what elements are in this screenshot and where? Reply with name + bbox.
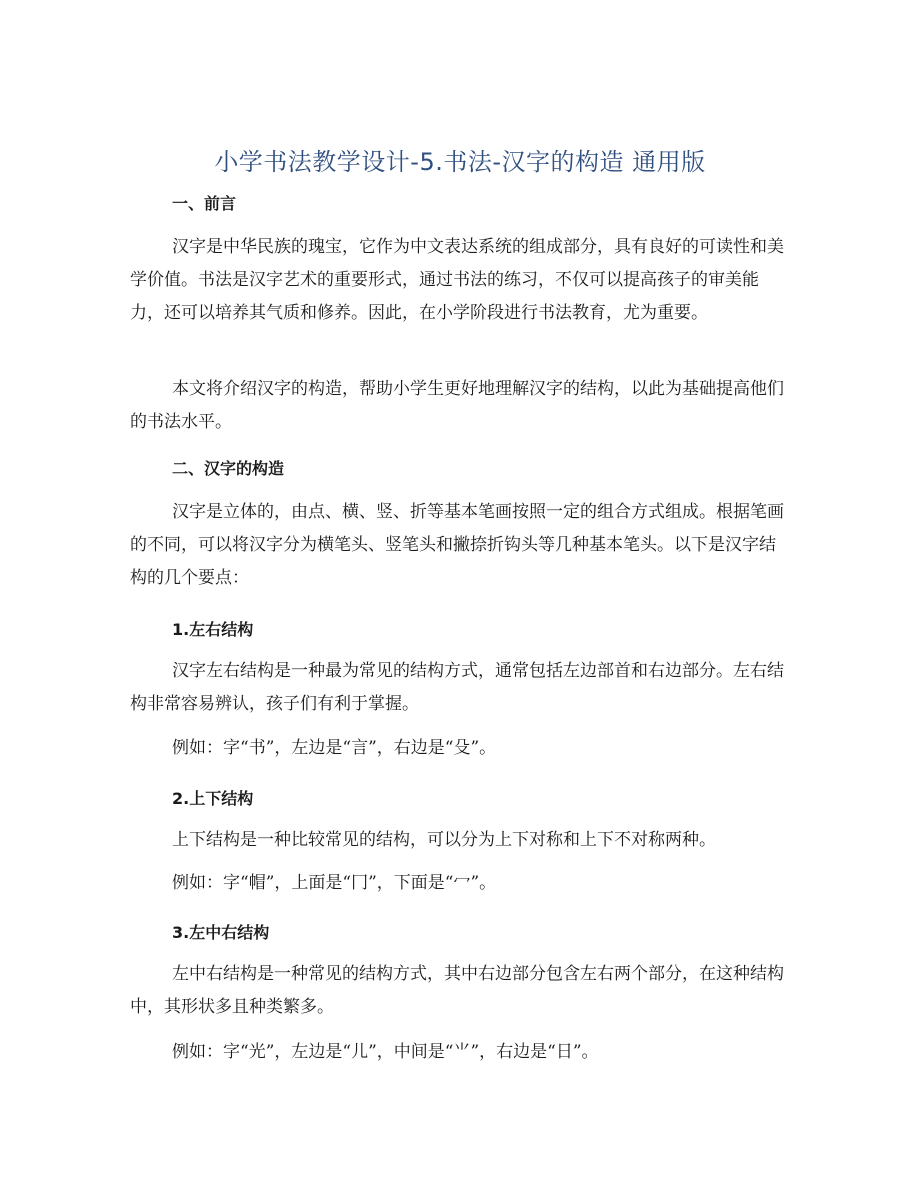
section-heading-structure: 二、汉字的构造 (172, 459, 285, 478)
document-title: 小学书法教学设计-5.书法-汉字的构造 通用版 (214, 148, 706, 176)
section-heading-preface: 一、前言 (172, 194, 237, 213)
paragraph-left-right-example: 例如：字“书”，左边是“言”，右边是“殳”。 (172, 738, 497, 758)
paragraph-left-middle-right-example: 例如：字“光”，左边是“儿”，中间是“⺌”，右边是“日”。 (172, 1042, 599, 1062)
paragraph-top-bottom-desc: 上下结构是一种比较常见的结构，可以分为上下对称和上下不对称两种。 (172, 830, 716, 850)
subsection-heading-left-middle-right: 3.左中右结构 (172, 923, 270, 942)
paragraph-preface-2: 本文将介绍汉字的构造，帮助小学生更好地理解汉字的结构，以此为基础提高他们的书法水平。 (130, 379, 784, 432)
paragraph-preface-1: 汉字是中华民族的瑰宝，它作为中文表达系统的组成部分，具有良好的可读性和美学价值。书法是汉字艺术的重要形式，通过书法的练习，不仅可以提高孩子的审美能力，还可以培养其气质和修养。因此，在小学阶段进行书法教育，尤为重要。 (130, 237, 784, 323)
paragraph-structure-intro: 汉字是立体的，由点、横、竖、折等基本笔画按照一定的组合方式组成。根据笔画的不同，可以将汉字分为横笔头、竖笔头和撇捺折钩头等几种基本笔头。以下是汉字结构的几个要点： (130, 502, 784, 588)
paragraph-left-middle-right-desc: 左中右结构是一种常见的结构方式，其中右边部分包含左右两个部分，在这种结构中，其形状多且种类繁多。 (130, 964, 784, 1017)
paragraph-top-bottom-example: 例如：字“帽”，上面是“冂”，下面是“冖”。 (172, 873, 497, 893)
subsection-heading-left-right: 1.左右结构 (172, 620, 254, 639)
subsection-heading-top-bottom: 2.上下结构 (172, 789, 254, 808)
paragraph-left-right-desc: 汉字左右结构是一种最为常见的结构方式，通常包括左边部首和右边部分。左右结构非常容易辨认，孩子们有利于掌握。 (130, 661, 784, 714)
